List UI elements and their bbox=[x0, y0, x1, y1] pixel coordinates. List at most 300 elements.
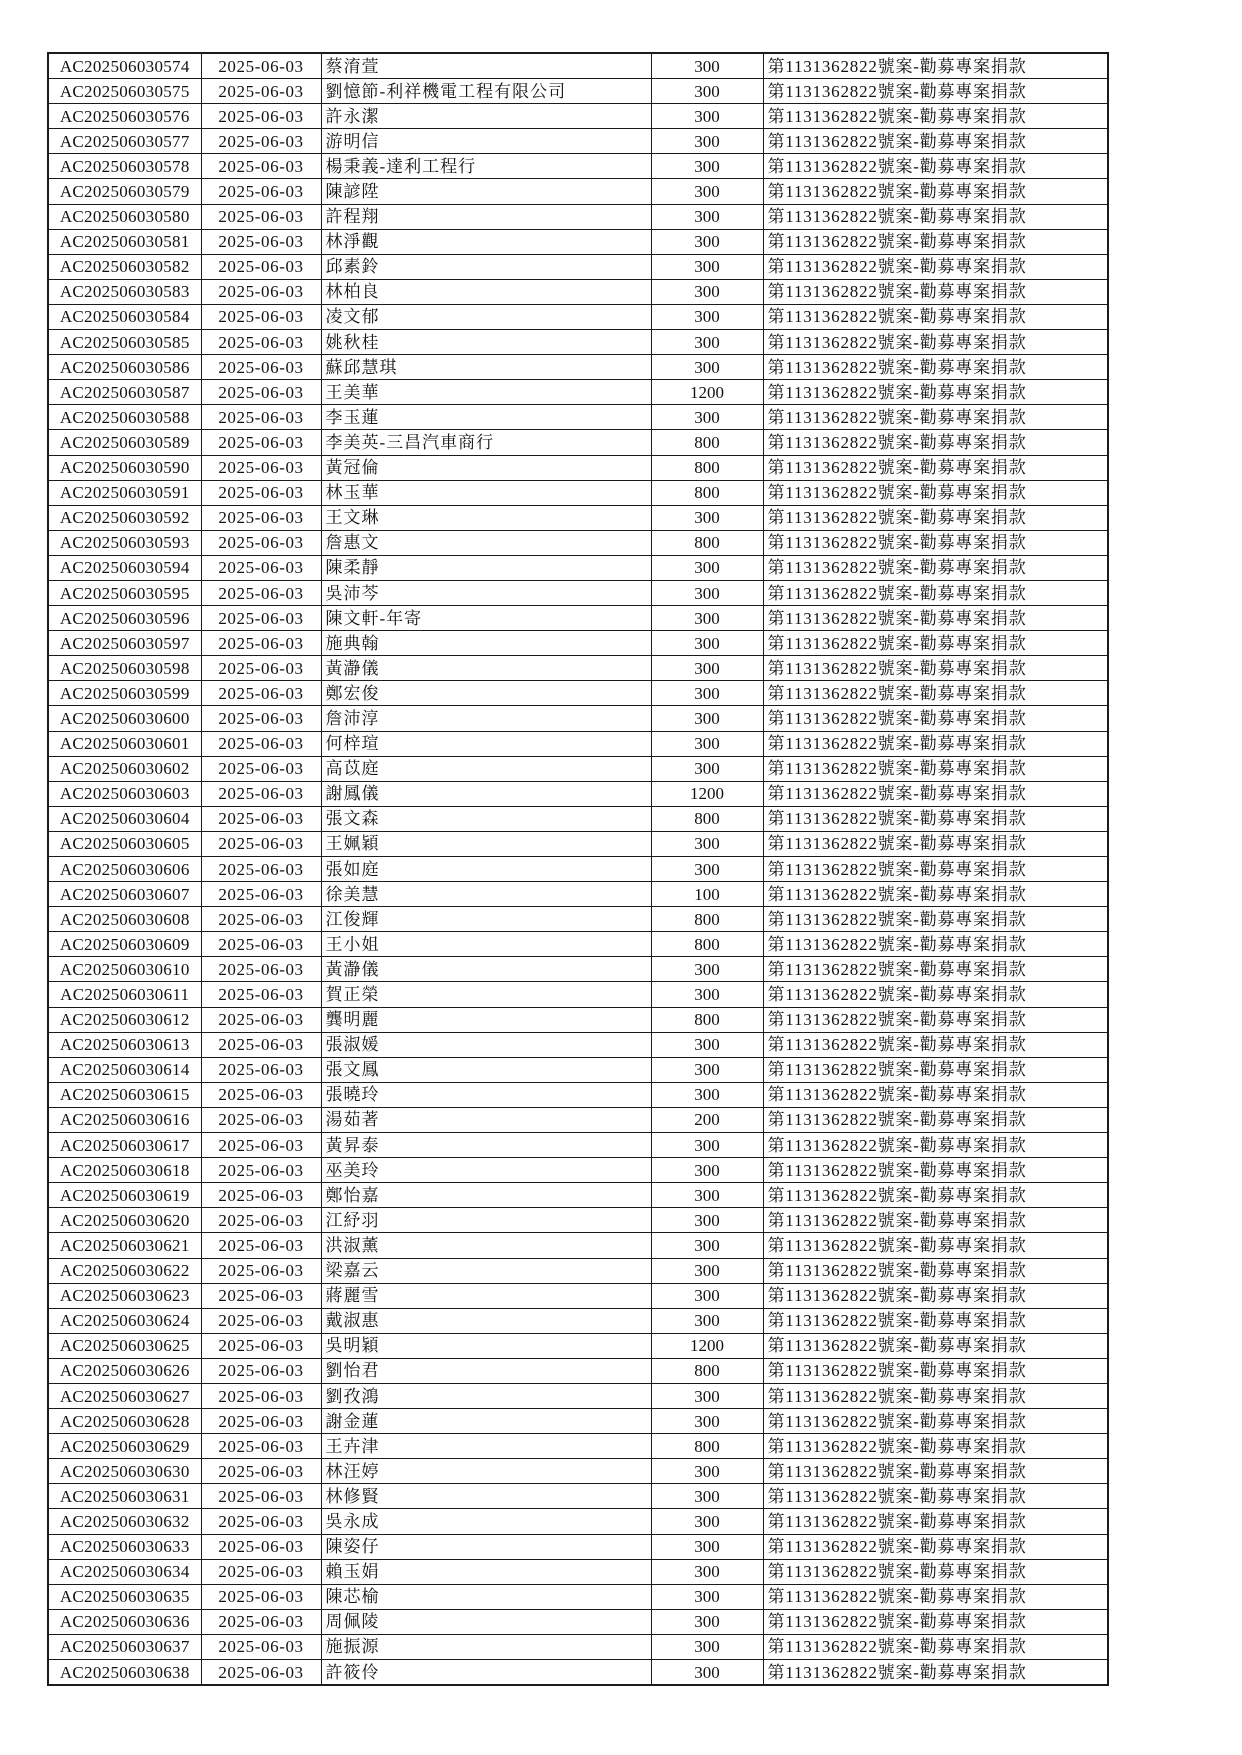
date-cell: 2025-06-03 bbox=[201, 1434, 321, 1459]
donor-name-cell: 江俊輝 bbox=[321, 907, 651, 932]
table-row bbox=[48, 1559, 1108, 1584]
description-cell: 第1131362822號案-勸募專案捐款 bbox=[763, 1609, 1108, 1634]
amount-cell: 800 bbox=[651, 1007, 763, 1032]
amount-cell: 300 bbox=[651, 279, 763, 304]
record-id-cell: AC202506030636 bbox=[48, 1609, 201, 1634]
amount-cell: 800 bbox=[651, 806, 763, 831]
donor-name-cell: 林玉華 bbox=[321, 480, 651, 505]
description-cell: 第1131362822號案-勸募專案捐款 bbox=[763, 405, 1108, 430]
donor-name-cell: 王姵穎 bbox=[321, 831, 651, 856]
description-cell: 第1131362822號案-勸募專案捐款 bbox=[763, 1660, 1108, 1686]
record-id-cell: AC202506030633 bbox=[48, 1534, 201, 1559]
donor-name-cell: 巫美玲 bbox=[321, 1158, 651, 1183]
donor-name-cell: 謝鳳儀 bbox=[321, 781, 651, 806]
description-cell: 第1131362822號案-勸募專案捐款 bbox=[763, 179, 1108, 204]
table-row bbox=[48, 1283, 1108, 1308]
record-id-cell: AC202506030579 bbox=[48, 179, 201, 204]
record-id-cell: AC202506030621 bbox=[48, 1233, 201, 1258]
date-cell: 2025-06-03 bbox=[201, 1584, 321, 1609]
date-cell: 2025-06-03 bbox=[201, 1358, 321, 1383]
donor-name-cell: 周佩陵 bbox=[321, 1609, 651, 1634]
amount-cell: 300 bbox=[651, 1609, 763, 1634]
record-id-cell: AC202506030609 bbox=[48, 932, 201, 957]
amount-cell: 300 bbox=[651, 1383, 763, 1408]
table-row bbox=[48, 982, 1108, 1007]
date-cell: 2025-06-03 bbox=[201, 1107, 321, 1132]
donor-name-cell: 林修賢 bbox=[321, 1484, 651, 1509]
description-cell: 第1131362822號案-勸募專案捐款 bbox=[763, 606, 1108, 631]
description-cell: 第1131362822號案-勸募專案捐款 bbox=[763, 254, 1108, 279]
table-row bbox=[48, 1107, 1108, 1132]
description-cell: 第1131362822號案-勸募專案捐款 bbox=[763, 1133, 1108, 1158]
amount-cell: 300 bbox=[651, 204, 763, 229]
date-cell: 2025-06-03 bbox=[201, 405, 321, 430]
date-cell: 2025-06-03 bbox=[201, 606, 321, 631]
table-row bbox=[48, 129, 1108, 154]
description-cell: 第1131362822號案-勸募專案捐款 bbox=[763, 1584, 1108, 1609]
table-row bbox=[48, 580, 1108, 605]
donor-name-cell: 張如庭 bbox=[321, 857, 651, 882]
description-cell: 第1131362822號案-勸募專案捐款 bbox=[763, 555, 1108, 580]
table-row bbox=[48, 1258, 1108, 1283]
record-id-cell: AC202506030586 bbox=[48, 355, 201, 380]
record-id-cell: AC202506030575 bbox=[48, 79, 201, 104]
table-row bbox=[48, 957, 1108, 982]
amount-cell: 300 bbox=[651, 1509, 763, 1534]
table-row bbox=[48, 179, 1108, 204]
table-row bbox=[48, 455, 1108, 480]
table-row bbox=[48, 1007, 1108, 1032]
record-id-cell: AC202506030581 bbox=[48, 229, 201, 254]
table-row bbox=[48, 79, 1108, 104]
table-row bbox=[48, 606, 1108, 631]
amount-cell: 300 bbox=[651, 1584, 763, 1609]
amount-cell: 300 bbox=[651, 330, 763, 355]
donor-name-cell: 黃冠倫 bbox=[321, 455, 651, 480]
table-row bbox=[48, 430, 1108, 455]
record-id-cell: AC202506030580 bbox=[48, 204, 201, 229]
table-row bbox=[48, 656, 1108, 681]
table-row bbox=[48, 1660, 1108, 1686]
description-cell: 第1131362822號案-勸募專案捐款 bbox=[763, 756, 1108, 781]
description-cell: 第1131362822號案-勸募專案捐款 bbox=[763, 1183, 1108, 1208]
table-row bbox=[48, 1082, 1108, 1107]
donor-name-cell: 林汪婷 bbox=[321, 1459, 651, 1484]
date-cell: 2025-06-03 bbox=[201, 555, 321, 580]
amount-cell: 1200 bbox=[651, 380, 763, 405]
amount-cell: 800 bbox=[651, 480, 763, 505]
donor-name-cell: 劉孜鴻 bbox=[321, 1383, 651, 1408]
amount-cell: 300 bbox=[651, 857, 763, 882]
amount-cell: 300 bbox=[651, 1283, 763, 1308]
description-cell: 第1131362822號案-勸募專案捐款 bbox=[763, 1383, 1108, 1408]
date-cell: 2025-06-03 bbox=[201, 229, 321, 254]
donor-name-cell: 姚秋桂 bbox=[321, 330, 651, 355]
record-id-cell: AC202506030590 bbox=[48, 455, 201, 480]
description-cell: 第1131362822號案-勸募專案捐款 bbox=[763, 631, 1108, 656]
amount-cell: 800 bbox=[651, 907, 763, 932]
donor-name-cell: 梁嘉云 bbox=[321, 1258, 651, 1283]
description-cell: 第1131362822號案-勸募專案捐款 bbox=[763, 1057, 1108, 1082]
date-cell: 2025-06-03 bbox=[201, 1634, 321, 1659]
description-cell: 第1131362822號案-勸募專案捐款 bbox=[763, 154, 1108, 179]
description-cell: 第1131362822號案-勸募專案捐款 bbox=[763, 229, 1108, 254]
record-id-cell: AC202506030589 bbox=[48, 430, 201, 455]
amount-cell: 300 bbox=[651, 53, 763, 79]
donor-name-cell: 陳諺陞 bbox=[321, 179, 651, 204]
date-cell: 2025-06-03 bbox=[201, 1082, 321, 1107]
table-row bbox=[48, 380, 1108, 405]
amount-cell: 300 bbox=[651, 505, 763, 530]
amount-cell: 300 bbox=[651, 1534, 763, 1559]
donor-name-cell: 楊秉義-達利工程行 bbox=[321, 154, 651, 179]
record-id-cell: AC202506030630 bbox=[48, 1459, 201, 1484]
date-cell: 2025-06-03 bbox=[201, 1534, 321, 1559]
table-body bbox=[48, 53, 1108, 1685]
amount-cell: 300 bbox=[651, 129, 763, 154]
donor-name-cell: 李美英-三昌汽車商行 bbox=[321, 430, 651, 455]
donor-name-cell: 江紓羽 bbox=[321, 1208, 651, 1233]
amount-cell: 300 bbox=[651, 355, 763, 380]
record-id-cell: AC202506030603 bbox=[48, 781, 201, 806]
table-row bbox=[48, 480, 1108, 505]
description-cell: 第1131362822號案-勸募專案捐款 bbox=[763, 355, 1108, 380]
donor-name-cell: 徐美慧 bbox=[321, 882, 651, 907]
date-cell: 2025-06-03 bbox=[201, 882, 321, 907]
record-id-cell: AC202506030615 bbox=[48, 1082, 201, 1107]
table-row bbox=[48, 279, 1108, 304]
date-cell: 2025-06-03 bbox=[201, 781, 321, 806]
description-cell: 第1131362822號案-勸募專案捐款 bbox=[763, 1208, 1108, 1233]
table-row bbox=[48, 756, 1108, 781]
amount-cell: 300 bbox=[651, 79, 763, 104]
record-id-cell: AC202506030582 bbox=[48, 254, 201, 279]
donor-name-cell: 湯茹著 bbox=[321, 1107, 651, 1132]
amount-cell: 300 bbox=[651, 957, 763, 982]
date-cell: 2025-06-03 bbox=[201, 1158, 321, 1183]
table-row bbox=[48, 907, 1108, 932]
donor-name-cell: 施振源 bbox=[321, 1634, 651, 1659]
amount-cell: 300 bbox=[651, 104, 763, 129]
description-cell: 第1131362822號案-勸募專案捐款 bbox=[763, 79, 1108, 104]
record-id-cell: AC202506030601 bbox=[48, 731, 201, 756]
description-cell: 第1131362822號案-勸募專案捐款 bbox=[763, 781, 1108, 806]
amount-cell: 300 bbox=[651, 681, 763, 706]
description-cell: 第1131362822號案-勸募專案捐款 bbox=[763, 104, 1108, 129]
record-id-cell: AC202506030595 bbox=[48, 580, 201, 605]
table-row bbox=[48, 681, 1108, 706]
table-row bbox=[48, 1183, 1108, 1208]
description-cell: 第1131362822號案-勸募專案捐款 bbox=[763, 1007, 1108, 1032]
description-cell: 第1131362822號案-勸募專案捐款 bbox=[763, 1283, 1108, 1308]
table-row bbox=[48, 806, 1108, 831]
date-cell: 2025-06-03 bbox=[201, 330, 321, 355]
date-cell: 2025-06-03 bbox=[201, 681, 321, 706]
donor-name-cell: 吳沛芩 bbox=[321, 580, 651, 605]
amount-cell: 300 bbox=[651, 1082, 763, 1107]
amount-cell: 300 bbox=[651, 1258, 763, 1283]
record-id-cell: AC202506030598 bbox=[48, 656, 201, 681]
description-cell: 第1131362822號案-勸募專案捐款 bbox=[763, 857, 1108, 882]
record-id-cell: AC202506030605 bbox=[48, 831, 201, 856]
table-row bbox=[48, 882, 1108, 907]
date-cell: 2025-06-03 bbox=[201, 480, 321, 505]
table-row bbox=[48, 1484, 1108, 1509]
amount-cell: 300 bbox=[651, 1484, 763, 1509]
date-cell: 2025-06-03 bbox=[201, 1308, 321, 1333]
description-cell: 第1131362822號案-勸募專案捐款 bbox=[763, 706, 1108, 731]
record-id-cell: AC202506030632 bbox=[48, 1509, 201, 1534]
donor-name-cell: 劉怡君 bbox=[321, 1358, 651, 1383]
date-cell: 2025-06-03 bbox=[201, 1660, 321, 1686]
amount-cell: 300 bbox=[651, 254, 763, 279]
donor-name-cell: 王文琳 bbox=[321, 505, 651, 530]
donor-name-cell: 許永潔 bbox=[321, 104, 651, 129]
date-cell: 2025-06-03 bbox=[201, 1459, 321, 1484]
record-id-cell: AC202506030607 bbox=[48, 882, 201, 907]
donor-name-cell: 林柏良 bbox=[321, 279, 651, 304]
amount-cell: 300 bbox=[651, 731, 763, 756]
donor-name-cell: 陳姿仔 bbox=[321, 1534, 651, 1559]
description-cell: 第1131362822號案-勸募專案捐款 bbox=[763, 957, 1108, 982]
donor-name-cell: 黃昇泰 bbox=[321, 1133, 651, 1158]
donor-name-cell: 張文鳳 bbox=[321, 1057, 651, 1082]
amount-cell: 300 bbox=[651, 229, 763, 254]
record-id-cell: AC202506030594 bbox=[48, 555, 201, 580]
donation-records-table bbox=[47, 52, 1109, 1686]
date-cell: 2025-06-03 bbox=[201, 957, 321, 982]
donor-name-cell: 蘇邱慧琪 bbox=[321, 355, 651, 380]
record-id-cell: AC202506030613 bbox=[48, 1032, 201, 1057]
description-cell: 第1131362822號案-勸募專案捐款 bbox=[763, 1434, 1108, 1459]
amount-cell: 300 bbox=[651, 1660, 763, 1686]
date-cell: 2025-06-03 bbox=[201, 857, 321, 882]
donor-name-cell: 黃瀞儀 bbox=[321, 957, 651, 982]
table-row bbox=[48, 1609, 1108, 1634]
record-id-cell: AC202506030627 bbox=[48, 1383, 201, 1408]
description-cell: 第1131362822號案-勸募專案捐款 bbox=[763, 907, 1108, 932]
donor-name-cell: 謝金蓮 bbox=[321, 1409, 651, 1434]
date-cell: 2025-06-03 bbox=[201, 1609, 321, 1634]
date-cell: 2025-06-03 bbox=[201, 1208, 321, 1233]
description-cell: 第1131362822號案-勸募專案捐款 bbox=[763, 681, 1108, 706]
donor-name-cell: 何梓瑄 bbox=[321, 731, 651, 756]
table-row bbox=[48, 154, 1108, 179]
table-row bbox=[48, 1308, 1108, 1333]
record-id-cell: AC202506030622 bbox=[48, 1258, 201, 1283]
date-cell: 2025-06-03 bbox=[201, 1509, 321, 1534]
table-row bbox=[48, 1534, 1108, 1559]
date-cell: 2025-06-03 bbox=[201, 254, 321, 279]
description-cell: 第1131362822號案-勸募專案捐款 bbox=[763, 129, 1108, 154]
donor-name-cell: 陳芯榆 bbox=[321, 1584, 651, 1609]
record-id-cell: AC202506030597 bbox=[48, 631, 201, 656]
date-cell: 2025-06-03 bbox=[201, 907, 321, 932]
record-id-cell: AC202506030617 bbox=[48, 1133, 201, 1158]
donor-name-cell: 龔明麗 bbox=[321, 1007, 651, 1032]
donor-name-cell: 王小姐 bbox=[321, 932, 651, 957]
date-cell: 2025-06-03 bbox=[201, 831, 321, 856]
table-row bbox=[48, 1133, 1108, 1158]
description-cell: 第1131362822號案-勸募專案捐款 bbox=[763, 304, 1108, 329]
amount-cell: 300 bbox=[651, 1158, 763, 1183]
date-cell: 2025-06-03 bbox=[201, 1233, 321, 1258]
record-id-cell: AC202506030588 bbox=[48, 405, 201, 430]
amount-cell: 300 bbox=[651, 831, 763, 856]
donor-name-cell: 許程翔 bbox=[321, 204, 651, 229]
record-id-cell: AC202506030618 bbox=[48, 1158, 201, 1183]
record-id-cell: AC202506030577 bbox=[48, 129, 201, 154]
amount-cell: 300 bbox=[651, 1032, 763, 1057]
record-id-cell: AC202506030638 bbox=[48, 1660, 201, 1686]
donor-name-cell: 詹沛淳 bbox=[321, 706, 651, 731]
donor-name-cell: 施典翰 bbox=[321, 631, 651, 656]
description-cell: 第1131362822號案-勸募專案捐款 bbox=[763, 53, 1108, 79]
record-id-cell: AC202506030626 bbox=[48, 1358, 201, 1383]
date-cell: 2025-06-03 bbox=[201, 1484, 321, 1509]
description-cell: 第1131362822號案-勸募專案捐款 bbox=[763, 330, 1108, 355]
description-cell: 第1131362822號案-勸募專案捐款 bbox=[763, 1107, 1108, 1132]
donor-name-cell: 王卉津 bbox=[321, 1434, 651, 1459]
amount-cell: 800 bbox=[651, 530, 763, 555]
table-row bbox=[48, 1434, 1108, 1459]
description-cell: 第1131362822號案-勸募專案捐款 bbox=[763, 1233, 1108, 1258]
description-cell: 第1131362822號案-勸募專案捐款 bbox=[763, 982, 1108, 1007]
table-row bbox=[48, 1383, 1108, 1408]
record-id-cell: AC202506030610 bbox=[48, 957, 201, 982]
date-cell: 2025-06-03 bbox=[201, 455, 321, 480]
date-cell: 2025-06-03 bbox=[201, 355, 321, 380]
description-cell: 第1131362822號案-勸募專案捐款 bbox=[763, 882, 1108, 907]
date-cell: 2025-06-03 bbox=[201, 1183, 321, 1208]
record-id-cell: AC202506030634 bbox=[48, 1559, 201, 1584]
description-cell: 第1131362822號案-勸募專案捐款 bbox=[763, 380, 1108, 405]
date-cell: 2025-06-03 bbox=[201, 129, 321, 154]
donor-name-cell: 邱素鈴 bbox=[321, 254, 651, 279]
record-id-cell: AC202506030587 bbox=[48, 380, 201, 405]
date-cell: 2025-06-03 bbox=[201, 1333, 321, 1358]
description-cell: 第1131362822號案-勸募專案捐款 bbox=[763, 806, 1108, 831]
date-cell: 2025-06-03 bbox=[201, 304, 321, 329]
donor-name-cell: 陳文軒-年寄 bbox=[321, 606, 651, 631]
amount-cell: 300 bbox=[651, 405, 763, 430]
donor-name-cell: 張曉玲 bbox=[321, 1082, 651, 1107]
record-id-cell: AC202506030612 bbox=[48, 1007, 201, 1032]
description-cell: 第1131362822號案-勸募專案捐款 bbox=[763, 1409, 1108, 1434]
description-cell: 第1131362822號案-勸募專案捐款 bbox=[763, 580, 1108, 605]
record-id-cell: AC202506030604 bbox=[48, 806, 201, 831]
date-cell: 2025-06-03 bbox=[201, 1559, 321, 1584]
record-id-cell: AC202506030576 bbox=[48, 104, 201, 129]
description-cell: 第1131362822號案-勸募專案捐款 bbox=[763, 204, 1108, 229]
date-cell: 2025-06-03 bbox=[201, 756, 321, 781]
date-cell: 2025-06-03 bbox=[201, 179, 321, 204]
donor-name-cell: 林淨觀 bbox=[321, 229, 651, 254]
amount-cell: 300 bbox=[651, 1459, 763, 1484]
donor-name-cell: 鄭怡嘉 bbox=[321, 1183, 651, 1208]
table-row bbox=[48, 1333, 1108, 1358]
amount-cell: 300 bbox=[651, 1133, 763, 1158]
table-row bbox=[48, 104, 1108, 129]
date-cell: 2025-06-03 bbox=[201, 505, 321, 530]
description-cell: 第1131362822號案-勸募專案捐款 bbox=[763, 505, 1108, 530]
table-row bbox=[48, 53, 1108, 79]
description-cell: 第1131362822號案-勸募專案捐款 bbox=[763, 1158, 1108, 1183]
amount-cell: 300 bbox=[651, 1559, 763, 1584]
table-row bbox=[48, 631, 1108, 656]
donor-name-cell: 吳永成 bbox=[321, 1509, 651, 1534]
date-cell: 2025-06-03 bbox=[201, 1283, 321, 1308]
date-cell: 2025-06-03 bbox=[201, 1057, 321, 1082]
record-id-cell: AC202506030628 bbox=[48, 1409, 201, 1434]
record-id-cell: AC202506030599 bbox=[48, 681, 201, 706]
amount-cell: 300 bbox=[651, 1183, 763, 1208]
description-cell: 第1131362822號案-勸募專案捐款 bbox=[763, 430, 1108, 455]
description-cell: 第1131362822號案-勸募專案捐款 bbox=[763, 1258, 1108, 1283]
donor-name-cell: 蔣麗雪 bbox=[321, 1283, 651, 1308]
record-id-cell: AC202506030631 bbox=[48, 1484, 201, 1509]
table-row bbox=[48, 1409, 1108, 1434]
amount-cell: 300 bbox=[651, 1057, 763, 1082]
date-cell: 2025-06-03 bbox=[201, 380, 321, 405]
donor-name-cell: 凌文郁 bbox=[321, 304, 651, 329]
record-id-cell: AC202506030629 bbox=[48, 1434, 201, 1459]
date-cell: 2025-06-03 bbox=[201, 104, 321, 129]
amount-cell: 300 bbox=[651, 606, 763, 631]
table-row bbox=[48, 530, 1108, 555]
donor-name-cell: 王美華 bbox=[321, 380, 651, 405]
amount-cell: 300 bbox=[651, 555, 763, 580]
description-cell: 第1131362822號案-勸募專案捐款 bbox=[763, 1358, 1108, 1383]
amount-cell: 800 bbox=[651, 1434, 763, 1459]
description-cell: 第1131362822號案-勸募專案捐款 bbox=[763, 656, 1108, 681]
amount-cell: 300 bbox=[651, 1634, 763, 1659]
date-cell: 2025-06-03 bbox=[201, 982, 321, 1007]
record-id-cell: AC202506030600 bbox=[48, 706, 201, 731]
donor-name-cell: 張文森 bbox=[321, 806, 651, 831]
date-cell: 2025-06-03 bbox=[201, 1007, 321, 1032]
donor-name-cell: 高苡庭 bbox=[321, 756, 651, 781]
date-cell: 2025-06-03 bbox=[201, 656, 321, 681]
record-id-cell: AC202506030625 bbox=[48, 1333, 201, 1358]
date-cell: 2025-06-03 bbox=[201, 1032, 321, 1057]
record-id-cell: AC202506030593 bbox=[48, 530, 201, 555]
record-id-cell: AC202506030624 bbox=[48, 1308, 201, 1333]
record-id-cell: AC202506030619 bbox=[48, 1183, 201, 1208]
record-id-cell: AC202506030635 bbox=[48, 1584, 201, 1609]
record-id-cell: AC202506030585 bbox=[48, 330, 201, 355]
table-row bbox=[48, 1509, 1108, 1534]
table-row bbox=[48, 355, 1108, 380]
date-cell: 2025-06-03 bbox=[201, 1409, 321, 1434]
description-cell: 第1131362822號案-勸募專案捐款 bbox=[763, 932, 1108, 957]
amount-cell: 300 bbox=[651, 1409, 763, 1434]
date-cell: 2025-06-03 bbox=[201, 1383, 321, 1408]
record-id-cell: AC202506030574 bbox=[48, 53, 201, 79]
record-id-cell: AC202506030614 bbox=[48, 1057, 201, 1082]
date-cell: 2025-06-03 bbox=[201, 154, 321, 179]
record-id-cell: AC202506030637 bbox=[48, 1634, 201, 1659]
donor-name-cell: 戴淑惠 bbox=[321, 1308, 651, 1333]
description-cell: 第1131362822號案-勸募專案捐款 bbox=[763, 831, 1108, 856]
table-row bbox=[48, 857, 1108, 882]
donor-name-cell: 黃瀞儀 bbox=[321, 656, 651, 681]
table-row bbox=[48, 555, 1108, 580]
date-cell: 2025-06-03 bbox=[201, 806, 321, 831]
amount-cell: 300 bbox=[651, 706, 763, 731]
date-cell: 2025-06-03 bbox=[201, 731, 321, 756]
record-id-cell: AC202506030623 bbox=[48, 1283, 201, 1308]
